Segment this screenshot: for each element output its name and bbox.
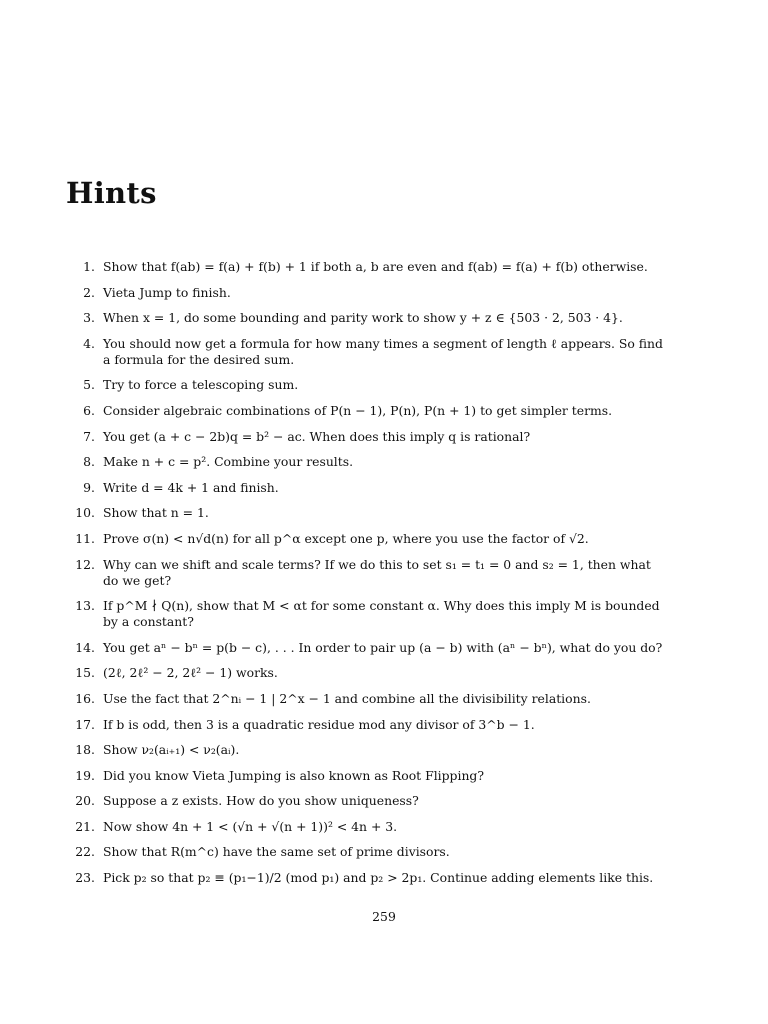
hint-item bbox=[0, 717, 768, 733]
page-number: 259 bbox=[372, 909, 396, 924]
hint-item bbox=[0, 691, 768, 707]
hint-item bbox=[0, 598, 768, 630]
hint-item bbox=[0, 768, 768, 784]
hint-text: Show that f(ab) = f(a) + f(b) + 1 if both a, b are even and f(ab) = f(a) + f(b) otherwise. bbox=[103, 259, 648, 274]
hint-text: You get (a + c − 2b)q = b² − ac. When does this imply q is rational? bbox=[103, 428, 531, 444]
hint-item bbox=[0, 480, 768, 496]
hint-number: 16. bbox=[75, 690, 95, 706]
hint-number: 20. bbox=[75, 793, 95, 809]
hint-number: 7. bbox=[83, 428, 95, 444]
hint-text: Pick p₂ so that p₂ ≡ (p₁−1)/2 (mod p₁) and p₂ > 2p₁. Continue adding elements like this. bbox=[103, 870, 654, 886]
hint-number: 2. bbox=[83, 284, 95, 300]
hint-text: You should now get a formula for how many times a segment of length ℓ appears. So find a formula for the desired sum. bbox=[103, 335, 663, 367]
hint-item bbox=[0, 377, 768, 393]
hint-number: 1. bbox=[83, 259, 95, 274]
hint-text: Did you know Vieta Jumping is also known as Root Flipping? bbox=[103, 767, 485, 783]
hint-item bbox=[0, 336, 768, 368]
hint-number: 19. bbox=[75, 767, 95, 783]
hint-item bbox=[0, 640, 768, 656]
hint-text: Show that n = 1. bbox=[103, 505, 209, 521]
hint-text: Consider algebraic combinations of P(n − 1), P(n), P(n + 1) to get simpler terms. bbox=[103, 402, 613, 418]
hint-number: 17. bbox=[75, 716, 95, 732]
hint-number: 21. bbox=[75, 818, 95, 834]
hint-number: 10. bbox=[75, 505, 95, 521]
hint-text: When x = 1, do some bounding and parity work to show y + z ∈ {503 · 2, 503 · 4}. bbox=[103, 310, 623, 326]
hint-number: 14. bbox=[75, 639, 95, 655]
hint-item bbox=[0, 793, 768, 809]
hint-number: 23. bbox=[75, 870, 95, 886]
hint-text: Now show 4n + 1 < (√n + √(n + 1))² < 4n + 3. bbox=[103, 818, 398, 834]
hint-text: Why can we shift and scale terms? If we do this to set s₁ = t₁ = 0 and s₂ = 1, then what do we get? bbox=[103, 556, 651, 588]
hint-text: Write d = 4k + 1 and finish. bbox=[103, 479, 279, 495]
hint-item bbox=[0, 505, 768, 521]
hint-item bbox=[0, 403, 768, 419]
hint-number: 6. bbox=[83, 402, 95, 418]
hints-list bbox=[0, 259, 768, 896]
hint-text: If b is odd, then 3 is a quadratic residue mod any divisor of 3^b − 1. bbox=[103, 716, 535, 732]
hint-text: Vieta Jump to finish. bbox=[103, 284, 231, 300]
hint-text: If p^M ∤ Q(n), show that M < αt for some constant α. Why does this imply M is bounded by a constant? bbox=[103, 598, 660, 630]
hint-number: 3. bbox=[83, 310, 95, 326]
hint-text: Suppose a z exists. How do you show uniqueness? bbox=[103, 793, 419, 809]
hint-text: Show that R(m^c) have the same set of prime divisors. bbox=[103, 844, 450, 860]
hint-item bbox=[0, 742, 768, 758]
hint-number: 11. bbox=[75, 530, 95, 546]
hint-text: Make n + c = p². Combine your results. bbox=[103, 454, 354, 470]
hint-text: Use the fact that 2^nᵢ − 1 | 2^x − 1 and combine all the divisibility relations. bbox=[103, 690, 591, 706]
hint-item bbox=[0, 870, 768, 886]
hint-item bbox=[0, 454, 768, 470]
hint-number: 4. bbox=[83, 335, 95, 351]
hint-text: Try to force a telescoping sum. bbox=[103, 377, 299, 393]
section-title: Hints bbox=[66, 176, 157, 210]
hint-text: You get aⁿ − bⁿ = p(b − c), . . . In order to pair up (a − b) with (aⁿ − bⁿ), what do you do? bbox=[103, 639, 663, 655]
hint-number: 13. bbox=[75, 598, 95, 614]
hint-number: 12. bbox=[75, 556, 95, 572]
hint-item bbox=[0, 310, 768, 326]
hint-item bbox=[0, 665, 768, 681]
hint-number: 18. bbox=[75, 742, 95, 758]
hint-item bbox=[0, 429, 768, 445]
hint-number: 8. bbox=[83, 454, 95, 470]
hint-number: 22. bbox=[75, 844, 95, 860]
hint-item bbox=[0, 259, 768, 275]
hint-item bbox=[0, 844, 768, 860]
hint-item bbox=[0, 285, 768, 301]
hint-number: 5. bbox=[83, 377, 95, 393]
hint-item bbox=[0, 819, 768, 835]
hint-item bbox=[0, 531, 768, 547]
hint-item bbox=[0, 557, 768, 589]
hint-number: 15. bbox=[75, 665, 95, 681]
hint-text: Prove σ(n) < n√d(n) for all p^α except one p, where you use the factor of √2. bbox=[103, 530, 589, 546]
hint-text: (2ℓ, 2ℓ² − 2, 2ℓ² − 1) works. bbox=[103, 665, 278, 681]
hint-number: 9. bbox=[83, 479, 95, 495]
hint-text: Show ν₂(aᵢ₊₁) < ν₂(aᵢ). bbox=[103, 742, 240, 758]
